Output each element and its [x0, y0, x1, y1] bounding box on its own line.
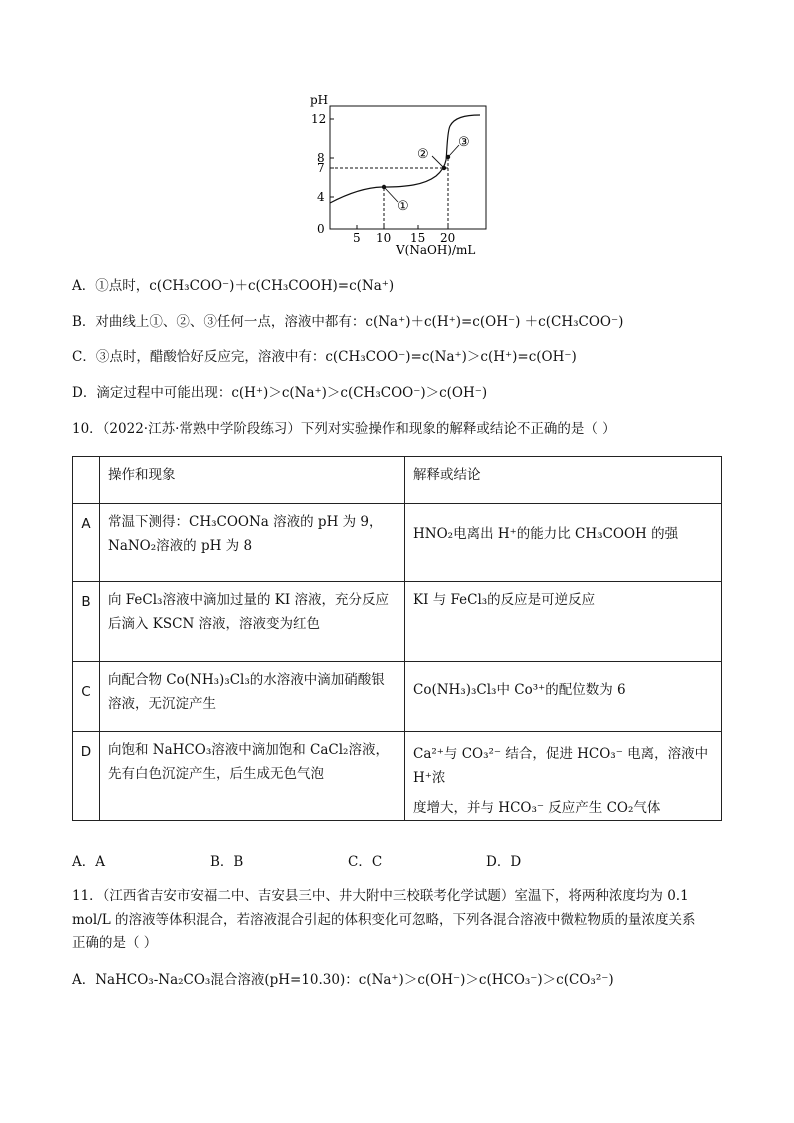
row-operation-line: 向饱和 NaHCO₃溶液中滴加饱和 CaCl₂溶液，	[108, 742, 389, 758]
y-tick: 7	[317, 161, 325, 175]
row-operation-line: 常温下测得：CH₃COONa 溶液的 pH 为 9，	[108, 514, 383, 530]
q9-option-c: C．③点时，醋酸恰好反应完，溶液中有：c(CH₃COO⁻)=c(Na⁺)＞c(H⁺)=c(OH⁻)	[72, 349, 577, 365]
y-tick: 0	[317, 222, 325, 236]
table-row	[73, 582, 722, 662]
row-operation-line: 溶液，无沉淀产生	[108, 696, 216, 712]
q11-stem-line: 11．（江西省吉安市安福二中、吉安县三中、井大附中三校联考化学试题）室温下，将两种浓度均为 0.1	[72, 888, 689, 904]
marker-3: ③	[458, 135, 470, 150]
row-operation-line: 先有白色沉淀产生，后生成无色气泡	[108, 766, 324, 782]
q10-stem: 10．（2022·江苏·常熟中学阶段练习）下列对实验操作和现象的解释或结论不正确的是（ ）	[72, 421, 616, 437]
q10-option-a: A．A	[72, 854, 105, 870]
q11-option-a: A．NaHCO₃-Na₂CO₃混合溶液(pH=10.30)：c(Na⁺)＞c(OH⁻)＞c(HCO₃⁻)＞c(CO₃²⁻)	[72, 972, 614, 988]
marker-1: ①	[397, 199, 409, 214]
q9-option-d: D．滴定过程中可能出现：c(H⁺)＞c(Na⁺)＞c(CH₃COO⁻)＞c(OH⁻)	[72, 385, 488, 401]
x-axis-label: V(NaOH)/mL	[396, 243, 476, 257]
q10-option-d: D．D	[486, 854, 522, 870]
table-row	[73, 504, 722, 582]
table-row	[73, 732, 722, 821]
experiment-table	[72, 456, 722, 821]
header-operation: 操作和现象	[100, 457, 405, 504]
marker-2: ②	[417, 147, 429, 162]
q10-option-b: B．B	[210, 854, 244, 870]
row-label: C	[73, 662, 100, 732]
x-tick: 20	[440, 231, 456, 245]
row-operation-line: NaNO₂溶液的 pH 为 8	[108, 538, 253, 554]
titration-chart	[296, 90, 496, 262]
row-label: B	[73, 582, 100, 662]
table-row	[73, 662, 722, 732]
row-operation-line: 向 FeCl₃溶液中滴加过量的 KI 溶液，充分反应	[108, 592, 389, 608]
row-label: A	[73, 504, 100, 582]
table-header-row	[73, 457, 722, 504]
row-explanation-line: Ca²⁺与 CO₃²⁻ 结合，促进 HCO₃⁻ 电离，溶液中 H⁺浓	[413, 746, 709, 786]
row-operation-line: 后滴入 KSCN 溶液，溶液变为红色	[108, 616, 321, 632]
row-operation-line: 向配合物 Co(NH₃)₃Cl₃的水溶液中滴加硝酸银	[108, 672, 385, 688]
y-tick: 4	[317, 190, 325, 204]
row-explanation-line: Co(NH₃)₃Cl₃中 Co³⁺的配位数为 6	[413, 682, 626, 698]
q11-stem-line: 正确的是（ ）	[72, 935, 158, 951]
y-tick: 8	[317, 151, 325, 165]
header-explanation: 解释或结论	[405, 457, 722, 504]
row-explanation-line: HNO₂电离出 H⁺的能力比 CH₃COOH 的强	[413, 526, 679, 542]
x-tick: 10	[376, 231, 392, 245]
row-label: D	[73, 732, 100, 821]
x-tick: 5	[353, 231, 361, 245]
y-axis-label: pH	[310, 93, 329, 107]
row-explanation-line: 度增大，并与 HCO₃⁻ 反应产生 CO₂气体	[413, 800, 661, 816]
q9-option-a: A．①点时，c(CH₃COO⁻)＋c(CH₃COOH)=c(Na⁺)	[72, 278, 395, 294]
titration-curve	[330, 115, 480, 203]
q11-stem-line: mol/L 的溶液等体积混合，若溶液混合引起的体积变化可忽略，下列各混合溶液中微粒物质的量浓度关系	[72, 912, 696, 928]
row-explanation-line: KI 与 FeCl₃的反应是可逆反应	[413, 592, 596, 608]
q10-option-c: C．C	[348, 854, 383, 870]
x-tick: 15	[410, 231, 426, 245]
q9-option-b: B．对曲线上①、②、③任何一点，溶液中都有：c(Na⁺)＋c(H⁺)=c(OH⁻) ＋c(CH₃COO⁻)	[72, 314, 624, 330]
y-tick: 12	[311, 112, 327, 126]
